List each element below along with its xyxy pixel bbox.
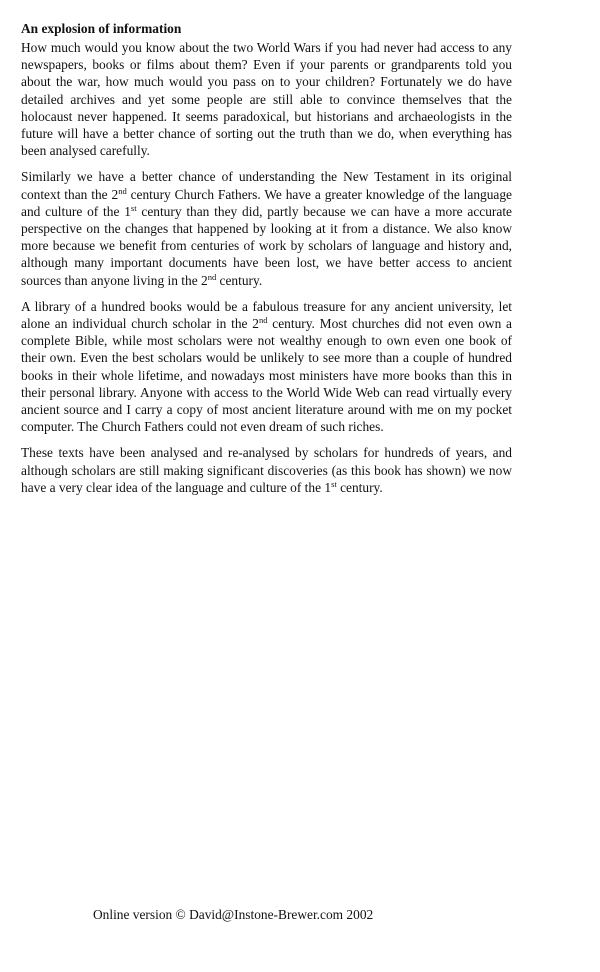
paragraphs-container bbox=[21, 39, 512, 496]
paragraph-text: Similarly we have a better chance of understanding the New Testament in its original context than the 2 bbox=[21, 169, 512, 202]
paragraph-text: These texts have been analysed and re-analysed by scholars for hundreds of years, and although scholars are still making significant discoveries (as this book has shown) we now have a very clear idea of the language and culture of the 1 bbox=[21, 445, 512, 495]
ordinal-superscript: nd bbox=[118, 185, 127, 196]
ordinal-superscript: st bbox=[331, 478, 337, 489]
paragraph-text: century. bbox=[336, 479, 383, 495]
paragraph bbox=[21, 444, 512, 496]
paragraph-text: century Church Fathers. We have a greater knowledge of the language and culture of the 1 bbox=[21, 186, 512, 219]
paragraph-text: century. bbox=[216, 272, 263, 288]
paragraph-text: century than they did, partly because we can have a more accurate perspective on the changes that happened by looking at it from a distance. We also know more because we benefit from centuries of work by scholars of language and history and, although many important documents have been lost, we have better access to ancient sources than anyone living in the 2 bbox=[21, 203, 512, 288]
ordinal-superscript: nd bbox=[207, 271, 217, 282]
ordinal-superscript: st bbox=[130, 202, 137, 213]
paragraph-text: How much would you know about the two World Wars if you had never had access to any newspapers, books or films about them? Even if your parents or grandparents told you about the war, how much would you pass on to your children? Fortunately we do have detailed archives and yet some people are still able to convince themselves that the holocaust never happened. It seems paradoxical, but historians and archaeologists in the future will have a better chance of sorting out the truth than we do, when everything has been analysed carefully. bbox=[21, 40, 512, 159]
footer-copyright: Online version © David@Instone-Brewer.com 2002 bbox=[93, 907, 374, 922]
paragraph-text: century. Most churches did not even own a complete Bible, while most scholars were not wealthy enough to own even one book of their own. Even the best scholars would be unlikely to see more than a couple of hundred books in their whole lifetime, and nowadays most ministers have more books than this in their personal library. Anyone with access to the World Wide Web can read virtually every ancient source and I carry a copy of most ancient literature around with me on my pocket computer. The Church Fathers could not even dream of such riches. bbox=[21, 316, 512, 435]
section-title: An explosion of information bbox=[21, 21, 182, 36]
ordinal-superscript: nd bbox=[258, 315, 268, 326]
paragraph bbox=[21, 39, 512, 159]
paragraph-text: A library of a hundred books would be a fabulous treasure for any ancient university, let alone an individual church scholar in the 2 bbox=[21, 298, 512, 332]
page-body bbox=[21, 20, 512, 505]
paragraph bbox=[21, 298, 512, 436]
paragraph bbox=[21, 168, 512, 288]
